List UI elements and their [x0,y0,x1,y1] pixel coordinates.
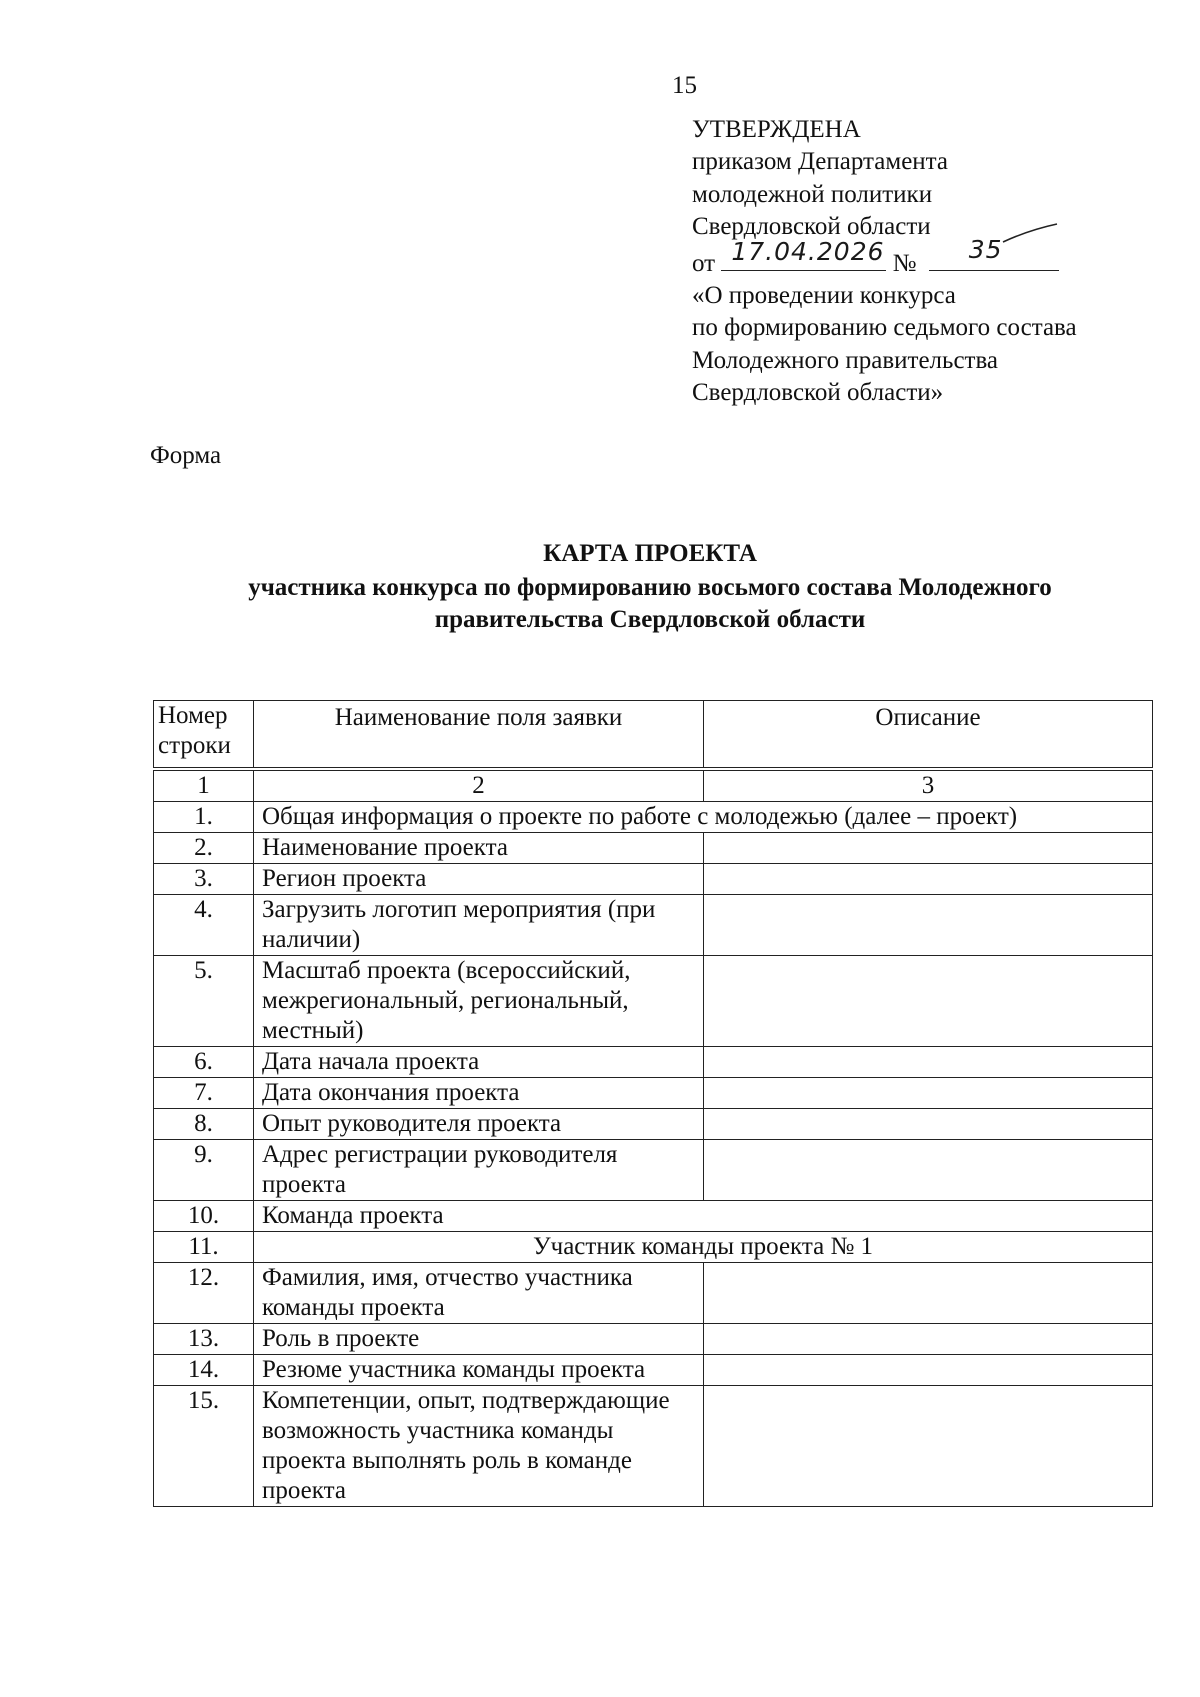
row-number: 9. [154,1139,254,1200]
handwritten-number: 35 [968,234,1003,264]
table-row [154,1231,1153,1262]
row-field: Общая информация о проекте по работе с молодежью (далее – проект) [254,801,1153,832]
row-number: 5. [154,955,254,1046]
number-blank [929,234,1059,271]
row-number: 3. [154,863,254,894]
row-number: 1. [154,801,254,832]
document-subtitle-line-1: участника конкурса по формированию восьмого состава Молодежного [248,574,1052,601]
approval-heading: УТВЕРЖДЕНА [692,116,861,143]
table-row [154,1200,1153,1231]
row-number: 12. [154,1262,254,1323]
page-number: 15 [672,72,697,99]
row-field: Загрузить логотип мероприятия (при наличии) [254,894,704,955]
form-label: Форма [150,442,222,469]
approval-line-3: Свердловской области [692,213,931,241]
table-row [154,955,1153,1046]
header-description: Описание [704,701,1153,769]
project-card-table [153,700,1153,1507]
handwritten-date: 17.04.2026 [731,236,885,266]
row-description-cell[interactable] [704,955,1153,1046]
row-number: 14. [154,1354,254,1385]
table-row [154,863,1153,894]
table-row [154,1139,1153,1200]
row-description-cell[interactable] [704,1323,1153,1354]
header-field-name: Наименование поля заявки [254,701,704,769]
row-field: Дата начала проекта [254,1046,704,1077]
row-number: 8. [154,1108,254,1139]
table-row [154,894,1153,955]
table-row [154,801,1153,832]
table-row [154,1046,1153,1077]
row-description-cell[interactable] [704,832,1153,863]
index-cell: 3 [704,769,1153,802]
date-blank [721,236,886,271]
index-cell: 2 [254,769,704,802]
row-number: 4. [154,894,254,955]
row-field: Роль в проекте [254,1323,704,1354]
approval-block [692,114,1162,410]
approval-quote-line-2: по формированию седьмого состава [692,314,1077,342]
row-number: 2. [154,832,254,863]
from-label: от [692,249,716,277]
row-description-cell[interactable] [704,1046,1153,1077]
row-number: 7. [154,1077,254,1108]
row-number: 10. [154,1200,254,1231]
row-field: Дата окончания проекта [254,1077,704,1108]
approval-quote-line-1: «О проведении конкурса [692,282,956,310]
approval-line-2: молодежной политики [692,180,933,208]
table-row [154,832,1153,863]
row-field: Адрес регистрации руководителя проекта [254,1139,704,1200]
table-row [154,1323,1153,1354]
row-field: Резюме участника команды проекта [254,1354,704,1385]
pen-stroke [1001,222,1061,246]
row-number: 6. [154,1046,254,1077]
row-description-cell[interactable] [704,1354,1153,1385]
table-header-row [154,701,1153,769]
row-description-cell[interactable] [704,1108,1153,1139]
row-field: Масштаб проекта (всероссийский, межрегиональный, региональный, местный) [254,955,704,1046]
approval-quote-line-3: Молодежного правительства [692,346,999,374]
index-cell: 1 [154,769,254,802]
row-description-cell[interactable] [704,1139,1153,1200]
row-field: Опыт руководителя проекта [254,1108,704,1139]
row-description-cell[interactable] [704,863,1153,894]
row-description-cell[interactable] [704,1385,1153,1506]
number-label: № [892,249,917,277]
row-number: 13. [154,1323,254,1354]
row-description-cell[interactable] [704,1262,1153,1323]
document-subtitle-line-2: правительства Свердловской области [434,606,866,633]
row-description-cell[interactable] [704,1077,1153,1108]
table-row [154,1108,1153,1139]
table-row [154,1354,1153,1385]
approval-quote-line-4: Свердловской области» [692,379,944,407]
table-row [154,1385,1153,1506]
row-number: 11. [154,1231,254,1262]
row-field: Компетенции, опыт, подтверждающие возможность участника команды проекта выполнять роль в команде проекта [254,1385,704,1506]
row-field-team-member: Участник команды проекта № 1 [254,1231,1153,1262]
row-field: Наименование проекта [254,832,704,863]
row-field: Фамилия, имя, отчество участника команды проекта [254,1262,704,1323]
row-field: Команда проекта [254,1200,1153,1231]
row-description-cell[interactable] [704,894,1153,955]
document-title: КАРТА ПРОЕКТА [543,540,757,567]
approval-date-line [692,234,1162,280]
approval-line-1: приказом Департамента [692,148,948,176]
table-row [154,1262,1153,1323]
header-row-number: Номер строки [154,701,254,769]
table-index-row [154,769,1153,802]
table-row [154,1077,1153,1108]
row-field: Регион проекта [254,863,704,894]
row-number: 15. [154,1385,254,1506]
